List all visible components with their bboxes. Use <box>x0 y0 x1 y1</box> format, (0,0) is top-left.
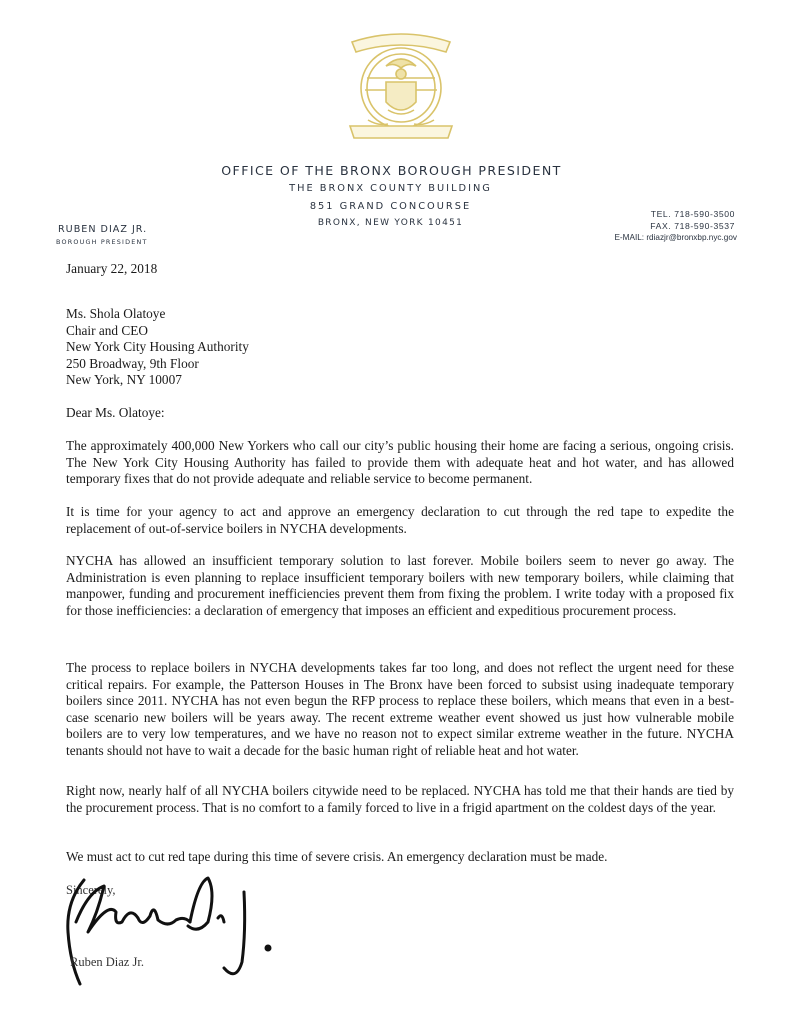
recipient-street: 250 Broadway, 9th Floor <box>66 355 199 371</box>
paragraph: The approximately 400,000 New Yorkers who call our city’s public housing their home are facing a serious, ongoing crisis. The New York City Housing Authority has failed to provide them with adequate heat and hot water, and has allowed temporary fixes that do not provide adequate and reliable service to become permanent. <box>66 438 734 486</box>
street-address: 851 GRAND CONCOURSE <box>309 201 472 212</box>
paragraph: Right now, nearly half of all NYCHA boilers citywide need to be replaced. NYCHA has told me that their hands are tied by the procurement process. That is no comfort to a family forced to live in a frigid apartment on the coldest days of the year. <box>66 783 734 815</box>
closing: Sincerely, <box>66 883 116 897</box>
paragraph: It is time for your agency to act and approve an emergency declaration to cut through the red tape to expedite the replacement of out-of-service boilers in NYCHA developments. <box>66 504 734 536</box>
paragraph: The process to replace boilers in NYCHA developments takes far too long, and does not reflect the urgent need for these critical repairs. For example, the Patterson Houses in The Bronx have been forced to subsist using inadequate temporary boilers since 2011. NYCHA has not even begun the RFP process to replace these boilers, which means that even in a best-case scenario new boilers will be years away. The recent extreme weather event showed us just how vulnerable mobile boilers are to very low temperatures, and we have no reason not to expect similar extreme weather in the future. NYCHA tenants should not have to wait a decade for the basic human right of reliable heat and hot water. <box>66 660 734 758</box>
president-title: BOROUGH PRESIDENT <box>56 238 148 246</box>
recipient-address <box>66 306 734 389</box>
salutation: Dear Ms. Olatoye: <box>66 405 165 420</box>
borough-seal-icon <box>338 22 464 144</box>
paragraph: NYCHA has allowed an insufficient temporary solution to last forever. Mobile boilers seem to never go away. The Administration is even planning to replace insufficient temporary boilers with new temporary boilers, while claiming that manpower, funding and procurement inefficiencies prevent them from fixing the problem. I write today with a proposed fix for those inefficiencies: a declaration of emergency that imposes an efficient and expeditious procurement process. <box>66 553 734 618</box>
contact-block <box>614 209 735 244</box>
city-address: BRONX, NEW YORK 10451 <box>317 218 464 228</box>
paragraph: We must act to cut red tape during this time of severe crisis. An emergency declaration must be made. <box>66 849 608 864</box>
recipient-organization: New York City Housing Authority <box>66 339 249 355</box>
office-title: OFFICE OF THE BRONX BOROUGH PRESIDENT <box>221 163 562 178</box>
signer-name: Ruben Diaz Jr. <box>70 955 144 969</box>
president-name: RUBEN DIAZ JR. <box>58 224 148 235</box>
recipient-title: Chair and CEO <box>66 322 148 338</box>
telephone: TEL. 718-590-3500 <box>650 209 735 219</box>
fax: FAX. 718-590-3537 <box>650 220 735 231</box>
recipient-name: Ms. Shola Olatoye <box>66 306 166 321</box>
letter-date: January 22, 2018 <box>66 261 158 276</box>
recipient-city: New York, NY 10007 <box>66 372 182 388</box>
handwritten-signature-icon <box>58 862 288 992</box>
building-name: THE BRONX COUNTY BUILDING <box>289 183 492 194</box>
email: E-MAIL: rdiazjr@bronxbp.nyc.gov <box>614 233 737 242</box>
